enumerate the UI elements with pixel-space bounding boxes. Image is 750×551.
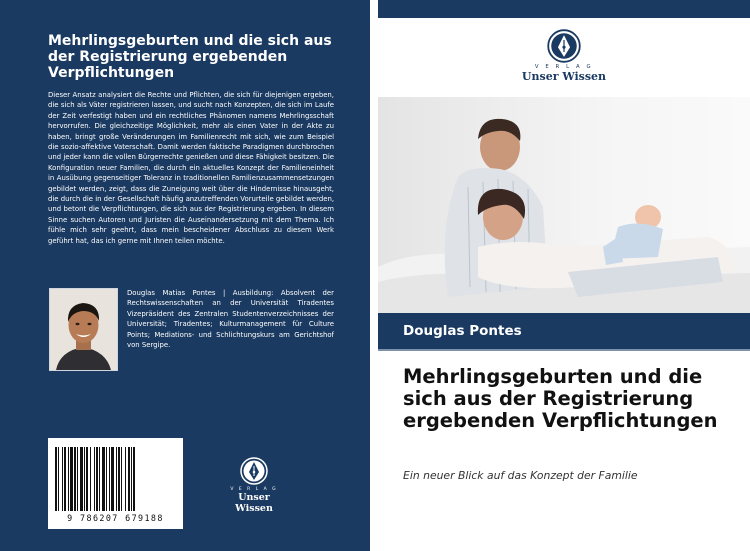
barcode-bar: [111, 447, 114, 511]
author-photo: [49, 288, 118, 371]
barcode-bar: [125, 447, 126, 511]
back-cover: [0, 0, 370, 551]
barcode-bar: [99, 447, 100, 511]
barcode-bar: [116, 447, 117, 511]
author-name: Douglas Pontes: [403, 323, 522, 339]
barcode-bar: [131, 447, 132, 511]
barcode-bar: [80, 447, 83, 511]
barcode-bar: [109, 447, 110, 511]
author-bio: Douglas Matias Pontes | Ausbildung: Absolvent der Rechtswissenschaften an der Universität Tiradentes Vizepräsident des Zentralen Studentenverzeichnisses der Universität; Tiradentes; Kulturmanagement für Culture Points; Mediations- und Schlichtungskurs am Gerichtshof von Sergipe.: [127, 289, 334, 350]
barcode-bar: [74, 447, 76, 511]
fountain-pen-nib-emblem-icon: [240, 457, 268, 485]
spine-gap: [370, 0, 378, 551]
barcode-bar: [133, 447, 135, 511]
barcode: [48, 438, 183, 529]
front-publisher-verlag: V E R L A G: [534, 64, 594, 70]
front-publisher-name: Unser Wissen: [521, 70, 607, 83]
back-publisher-verlag: V E R L A G: [230, 487, 278, 492]
barcode-bar: [121, 447, 122, 511]
fountain-pen-nib-emblem-icon: [547, 29, 581, 63]
barcode-bar: [84, 447, 85, 511]
front-cover: [378, 0, 750, 551]
isbn-digits: 9 786207 679188: [67, 513, 164, 523]
barcode-bar: [128, 447, 130, 511]
barcode-bar: [106, 447, 107, 511]
author-bar-divider: [378, 349, 750, 351]
front-cover-title: Mehrlingsgeburten und die sich aus der Registrierung ergebenden Verpflichtungen: [403, 365, 718, 432]
front-top-bar: [378, 0, 750, 18]
barcode-bar: [90, 447, 91, 511]
barcode-bar: [70, 447, 73, 511]
back-publisher-name: Unser Wissen: [235, 492, 273, 514]
barcode-bar: [68, 447, 69, 511]
author-bar: [378, 313, 750, 349]
barcode-bar: [62, 447, 63, 511]
barcode-bar: [86, 447, 88, 511]
barcode-bar: [58, 447, 59, 511]
back-publisher-logo: [218, 457, 290, 514]
barcode-bar: [64, 447, 66, 511]
barcode-bar: [55, 447, 57, 511]
barcode-bar: [96, 447, 98, 511]
barcode-bar: [77, 447, 78, 511]
barcode-bar: [118, 447, 120, 511]
front-publisher-logo: [514, 29, 614, 83]
front-cover-subtitle: Ein neuer Blick auf das Konzept der Familie: [403, 469, 638, 482]
back-cover-blurb: Dieser Ansatz analysiert die Rechte und Pflichten, die sich für diejenigen ergeben, die sich als Väter registrieren lassen, und sucht nach Konzepten, die sich im Laufe der Zeit verfestigt haben und ein rechtliches Phänomen namens Mehrlingsschaft hervorrufen. Die gleichzeitige Möglichkeit, mehr als einen Vater in der Akte zu haben, bringt große Veränderungen im Familienrecht mit sich, wie zum Beispiel die sozio-affektive Vaterschaft. Damit werden faktische Paradigmen durchbrochen und jeder kann die vollen Bürgerrechte genießen und diese Fähigkeit besitzen. Die Konfiguration neuer Familien, die durch ein aktuelles Konzept der Familieneinheit in Ausübung gegenseitiger Toleranz in traditionellen Familienzusammensetzungen gebildet werden, zeigt, dass die Zuneigung weit über die Hindernisse hinausgeht, die durch die in der Gesellschaft häufig anzutreffenden Vorurteile gebildet werden, und betont die Verpflichtungen, die sich aus der Registrierung ergeben. In diesem Sinne suchen Autoren und Juristen die Auseinandersetzung mit dem Thema. Ich fühle mich sehr geehrt, dass mein bescheidener Abschluss zu diesem Werk geführt hat, das ich gerne mit Ihnen teilen möchte.: [48, 91, 335, 245]
barcode-bar: [102, 447, 105, 511]
back-cover-title: Mehrlingsgeburten und die sich aus der Registrierung ergebenden Verpflichtungen: [48, 33, 332, 81]
family-photo: [378, 97, 750, 313]
barcode-lines: [54, 447, 177, 511]
barcode-bar: [94, 447, 95, 511]
